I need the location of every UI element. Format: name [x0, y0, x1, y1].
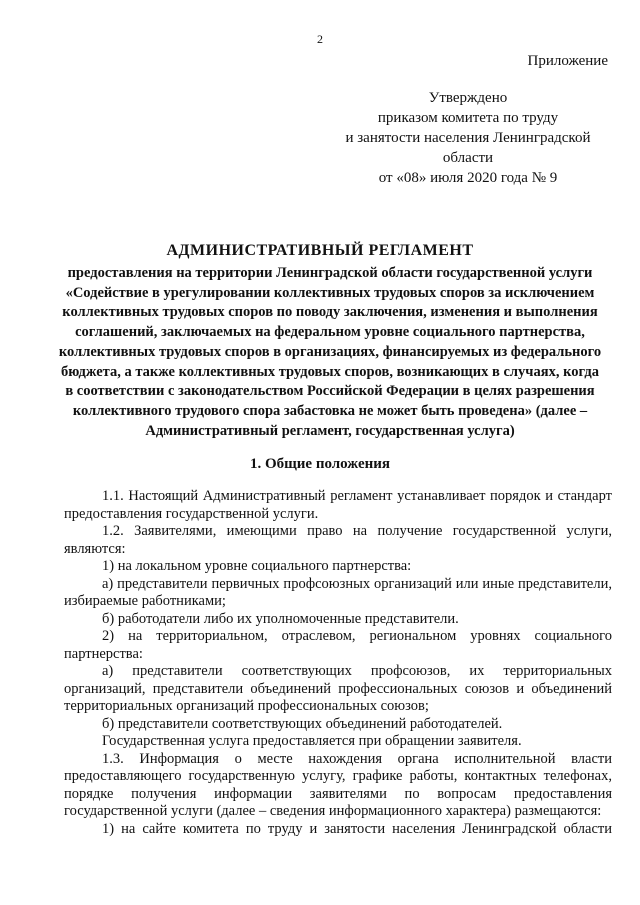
- paragraph: 1.3. Информация о месте нахождения органа исполнительной власти предоставляющего государственную услугу, графике работы, контактных телефонах, порядке получения информации заявителями по вопросам предоставления государственной услуги (далее – сведения информационного характера) размещаются:: [64, 750, 612, 819]
- section-heading: 1. Общие положения: [249, 456, 391, 472]
- paragraph: а) представители соответствующих профсоюзов, их территориальных организаций, представители объединений профессиональных союзов и объединений территориальных организаций профессиональных союзов;: [64, 663, 612, 714]
- paragraph: 1) на локальном уровне социального партнерства:: [102, 558, 412, 574]
- appendix-label: Приложение: [527, 53, 608, 69]
- paragraph: б) работодатели либо их уполномоченные представители.: [102, 610, 459, 627]
- paragraph: а) представители первичных профсоюзных организаций или иные представители, избираемые работниками;: [64, 575, 612, 609]
- paragraph: 1) на сайте комитета по труду и занятости населения Ленинградской области: [102, 820, 612, 837]
- document-title: АДМИНИСТРАТИВНЫЙ РЕГЛАМЕНТ: [166, 242, 474, 259]
- paragraph: 1.2. Заявителями, имеющими право на получение государственной услуги, являются:: [64, 523, 612, 557]
- document-subtitle: предоставления на территории Ленинградской области государственной услуги «Содействие в урегулировании коллективных трудовых споров за исключением коллективных трудовых споров по поводу заключения, изменения и выполнения соглашений, заключаемых на федеральном уровне социального партнерства, коллективных трудовых споров в организациях, финансируемых из федерального бюджета, а также коллективных трудовых споров, возникающих в случаях, когда в соответствии с законодательством Российской Федерации в целях разрешения коллективного трудового спора забастовка не может быть проведена» (далее – Административный регламент, государственная услуга): [58, 265, 602, 439]
- page-number: 2: [317, 32, 323, 46]
- approval-line: приказом комитета по труду: [377, 110, 559, 126]
- approval-line: области: [442, 150, 494, 166]
- approval-date-line: от «08» июля 2020 года № 9: [378, 170, 558, 186]
- approval-block: [318, 88, 618, 188]
- paragraph: б) представители соответствующих объединений работодателей.: [102, 715, 503, 732]
- paragraph: Государственная услуга предоставляется при обращении заявителя.: [102, 733, 522, 749]
- approval-line: Утверждено: [428, 90, 508, 106]
- paragraph: 2) на территориальном, отраслевом, региональном уровнях социального партнерства:: [64, 628, 612, 662]
- document-body: [64, 488, 612, 838]
- approval-line: и занятости населения Ленинградской: [345, 130, 591, 146]
- paragraph: 1.1. Настоящий Административный регламент устанавливает порядок и стандарт предоставления государственной услуги.: [64, 488, 612, 522]
